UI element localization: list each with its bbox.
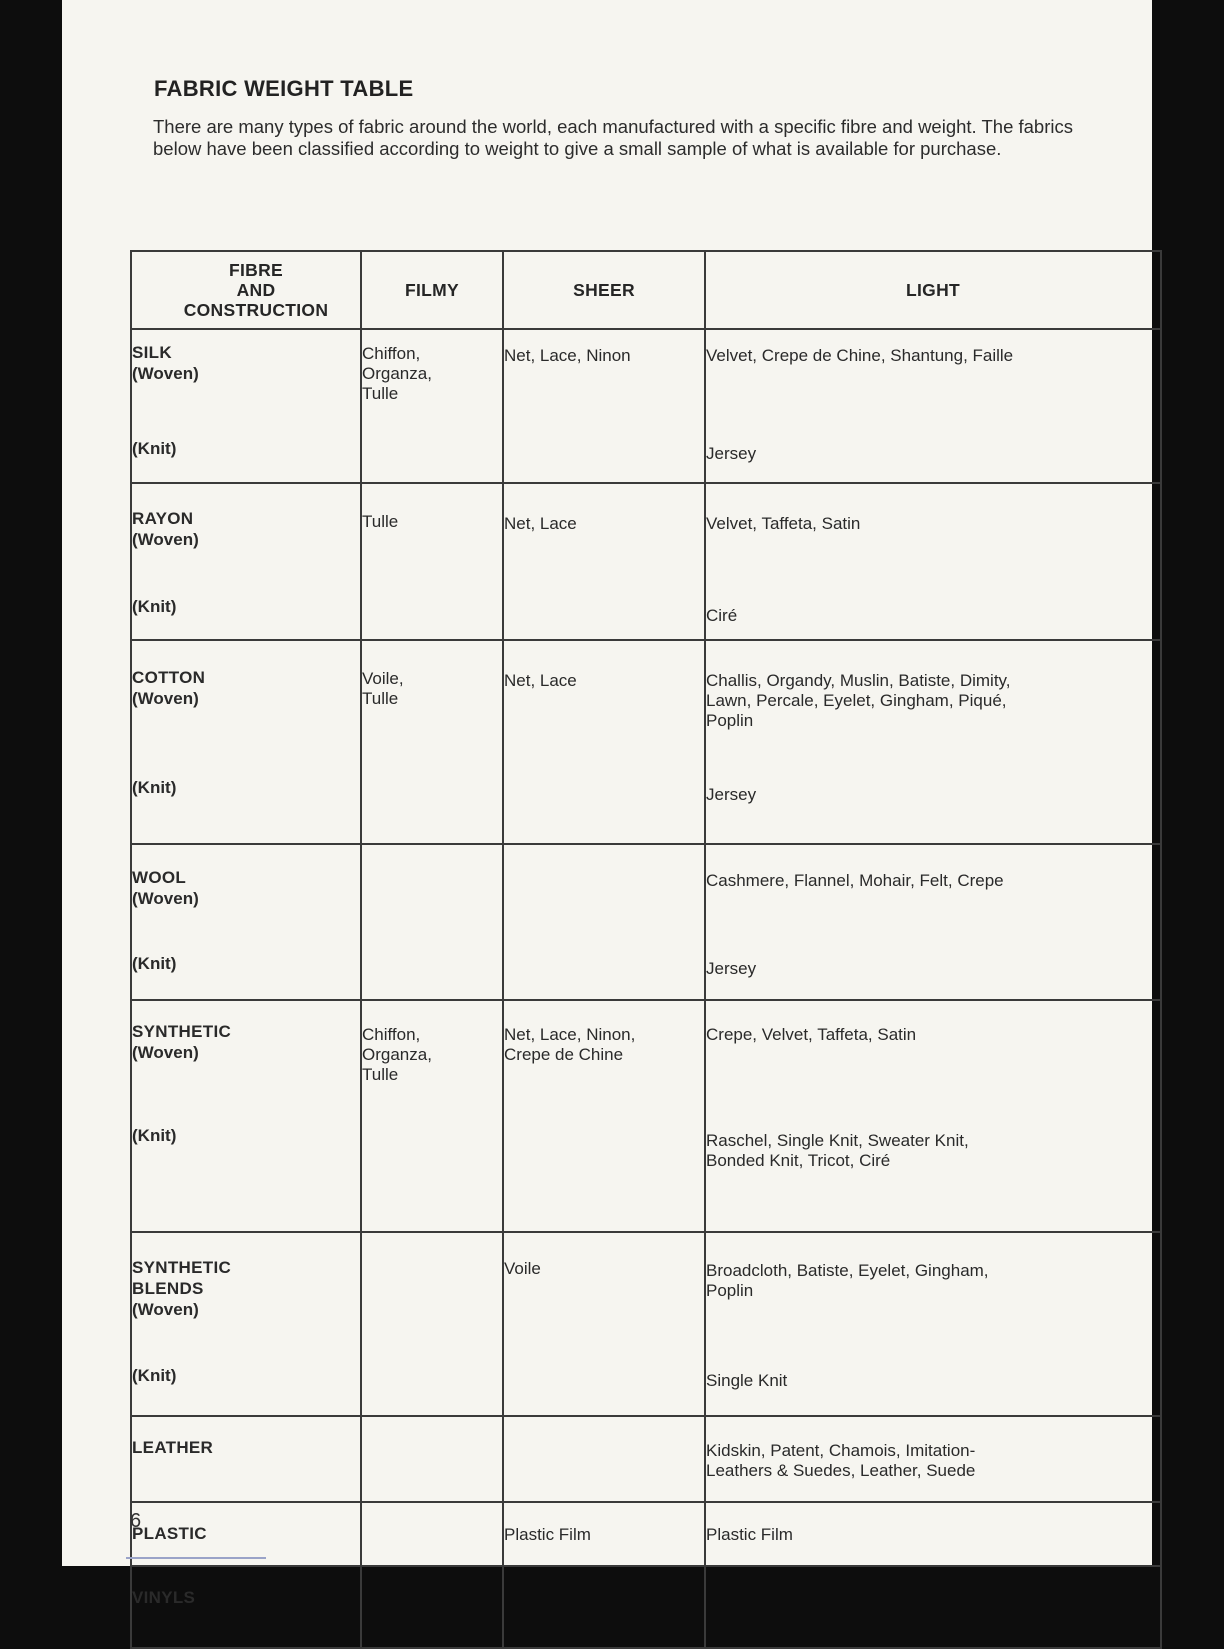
table-row-wool	[131, 844, 1161, 1000]
fibre-name: PLASTIC	[132, 1524, 207, 1543]
fibre-cell	[131, 1000, 361, 1232]
construction-knit: (Knit)	[132, 954, 177, 973]
fibre-cell	[131, 1416, 361, 1502]
fibre-name: SILK	[132, 343, 172, 362]
light-knit-value: Ciré	[706, 606, 738, 625]
page-number: 6	[130, 1510, 142, 1532]
light-woven-value: Cashmere, Flannel, Mohair, Felt, Crepe	[706, 871, 1004, 890]
footer-rule	[126, 1557, 266, 1559]
filmy-value: Voile, Tulle	[362, 669, 404, 708]
light-knit-value: Jersey	[706, 959, 757, 978]
construction-knit: (Knit)	[132, 1366, 177, 1385]
light-cell	[705, 640, 1161, 844]
construction-knit: (Knit)	[132, 439, 177, 458]
filmy-cell	[361, 483, 503, 640]
sheer-cell	[503, 1416, 705, 1502]
construction-woven: (Woven)	[132, 689, 199, 708]
table-row-cotton	[131, 640, 1161, 844]
filmy-cell	[361, 329, 503, 483]
table-row-synthetic-blends	[131, 1232, 1161, 1416]
table-row-rayon	[131, 483, 1161, 640]
header-construction-line: CONSTRUCTION	[183, 300, 329, 320]
light-knit-value: Jersey	[706, 444, 757, 463]
sheer-cell	[503, 483, 705, 640]
table-row-synthetic	[131, 1000, 1161, 1232]
sheer-value: Voile	[504, 1259, 541, 1278]
filmy-cell	[361, 1566, 503, 1648]
sheer-cell	[503, 1000, 705, 1232]
construction-woven: (Woven)	[132, 1300, 199, 1319]
table-row-plastic	[131, 1502, 1161, 1566]
fibre-name-line1: SYNTHETIC	[132, 1258, 232, 1277]
fibre-name: LEATHER	[132, 1438, 214, 1457]
fibre-cell	[131, 1232, 361, 1416]
construction-woven: (Woven)	[132, 364, 199, 383]
filmy-value: Chiffon, Organza, Tulle	[362, 1025, 432, 1084]
fibre-name: VINYLS	[132, 1588, 196, 1607]
filmy-cell	[361, 1416, 503, 1502]
header-light: LIGHT	[705, 251, 1161, 329]
fibre-name: WOOL	[132, 868, 187, 887]
fibre-name: COTTON	[132, 668, 206, 687]
light-woven-value: Challis, Organdy, Muslin, Batiste, Dimity, Lawn, Percale, Eyelet, Gingham, Piqué, Poplin	[706, 671, 1011, 730]
sheer-cell	[503, 1502, 705, 1566]
fibre-cell	[131, 329, 361, 483]
fibre-name: SYNTHETIC	[132, 1022, 232, 1041]
light-cell	[705, 483, 1161, 640]
sheer-cell	[503, 844, 705, 1000]
light-cell	[705, 1502, 1161, 1566]
fibre-name: RAYON	[132, 509, 194, 528]
header-sheer: SHEER	[503, 251, 705, 329]
fibre-cell	[131, 844, 361, 1000]
page-title: FABRIC WEIGHT TABLE	[154, 76, 414, 101]
sheer-value: Net, Lace	[504, 671, 577, 690]
light-value: Kidskin, Patent, Chamois, Imitation- Leathers & Suedes, Leather, Suede	[706, 1441, 976, 1480]
light-woven-value: Velvet, Crepe de Chine, Shantung, Faille	[706, 346, 1014, 365]
light-knit-value: Jersey	[706, 785, 757, 804]
header-fibre-line: FIBRE	[229, 260, 283, 280]
light-knit-value: Raschel, Single Knit, Sweater Knit, Bonded Knit, Tricot, Ciré	[706, 1131, 969, 1170]
filmy-cell	[361, 1232, 503, 1416]
light-cell	[705, 1566, 1161, 1648]
filmy-cell	[361, 1000, 503, 1232]
fibre-cell	[131, 1566, 361, 1648]
intro-paragraph: There are many types of fabric around the world, each manufactured with a specific fibre and weight. The fabrics below have been classified according to weight to give a small sample of what is available for purchase.	[153, 116, 1073, 159]
table-row-silk	[131, 329, 1161, 483]
light-woven-value: Broadcloth, Batiste, Eyelet, Gingham, Poplin	[706, 1261, 989, 1300]
filmy-cell	[361, 844, 503, 1000]
header-row	[131, 251, 1161, 329]
sheer-value: Net, Lace, Ninon, Crepe de Chine	[504, 1025, 636, 1064]
sheer-cell	[503, 1566, 705, 1648]
sheer-value: Net, Lace	[504, 514, 577, 533]
header-filmy: FILMY	[361, 251, 503, 329]
sheer-cell	[503, 1232, 705, 1416]
sheer-cell	[503, 640, 705, 844]
construction-knit: (Knit)	[132, 1126, 177, 1145]
light-woven-value: Crepe, Velvet, Taffeta, Satin	[706, 1025, 917, 1044]
filmy-value: Chiffon, Organza, Tulle	[362, 344, 432, 403]
fibre-cell	[131, 483, 361, 640]
construction-woven: (Woven)	[132, 889, 199, 908]
header-and-line: AND	[236, 280, 276, 300]
light-cell	[705, 1232, 1161, 1416]
light-cell	[705, 1000, 1161, 1232]
filmy-value: Tulle	[362, 512, 399, 531]
filmy-cell	[361, 1502, 503, 1566]
sheer-cell	[503, 329, 705, 483]
table-row-leather	[131, 1416, 1161, 1502]
sheer-value: Plastic Film	[504, 1525, 591, 1544]
construction-knit: (Knit)	[132, 597, 177, 616]
construction-knit: (Knit)	[132, 778, 177, 797]
sheer-value: Net, Lace, Ninon	[504, 346, 631, 365]
light-cell	[705, 329, 1161, 483]
light-woven-value: Velvet, Taffeta, Satin	[706, 514, 861, 533]
light-knit-value: Single Knit	[706, 1371, 788, 1390]
construction-woven: (Woven)	[132, 530, 199, 549]
construction-woven: (Woven)	[132, 1043, 199, 1062]
light-value: Plastic Film	[706, 1525, 793, 1544]
light-cell	[705, 844, 1161, 1000]
fabric-weight-table	[130, 250, 1162, 1649]
fibre-name-line2: BLENDS	[132, 1279, 204, 1298]
light-cell	[705, 1416, 1161, 1502]
table-row-vinyls	[131, 1566, 1161, 1648]
filmy-cell	[361, 640, 503, 844]
header-fibre-construction	[131, 251, 361, 329]
fibre-cell	[131, 640, 361, 844]
